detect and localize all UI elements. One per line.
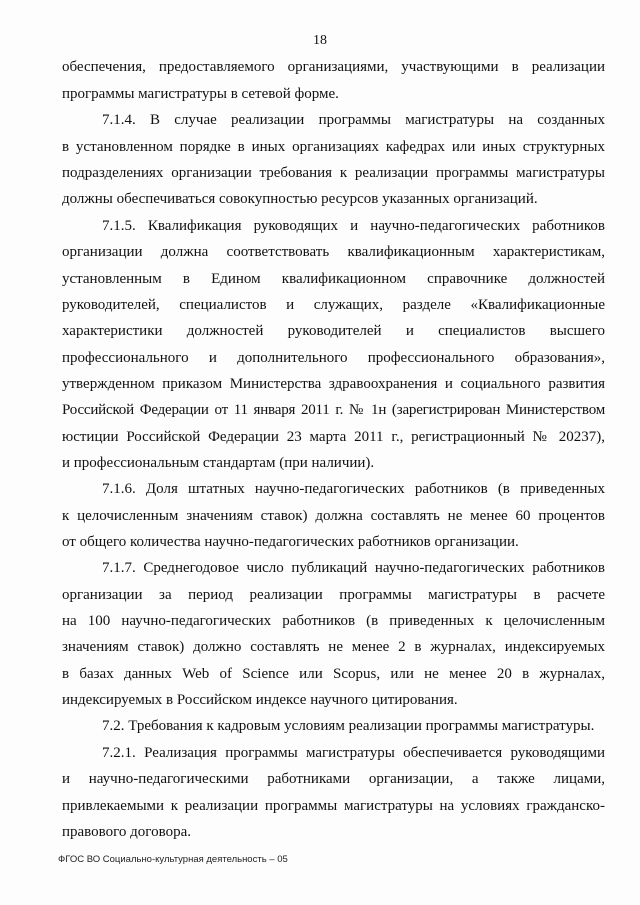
page-number: 18 xyxy=(313,33,327,48)
text-line: на 100 научно-педагогических работников (в приведенных к целочисленным xyxy=(62,613,605,629)
text-line: в базах данных Web of Science или Scopus, или не менее 20 в журналах, xyxy=(62,666,605,682)
text-line: привлекаемыми к реализации программы магистратуры на условиях гражданско- xyxy=(62,798,605,814)
text-line: и научно-педагогическими работниками организации, а также лицами, xyxy=(62,771,605,787)
text-line: в установленном порядке в иных организациях кафедрах или иных структурных xyxy=(62,139,605,155)
text-line: организации должна соответствовать квалификационным характеристикам, xyxy=(62,244,605,260)
text-line: характеристики должностей руководителей и специалистов высшего xyxy=(62,323,605,339)
text-line: утвержденном приказом Министерства здравоохранения и социального развития xyxy=(62,376,605,392)
text-line: Российской Федерации от 11 января 2011 г. № 1н (зарегистрирован Министерством xyxy=(62,402,605,418)
text-line: подразделениях организации требования к реализации программы магистратуры xyxy=(62,165,605,181)
text-line: профессионального и дополнительного профессионального образования», xyxy=(62,350,605,366)
text-line: 7.1.6. Доля штатных научно-педагогических работников (в приведенных xyxy=(102,481,605,497)
text-line: 7.1.5. Квалификация руководящих и научно-педагогических работников xyxy=(102,218,605,234)
text-line: программы магистратуры в сетевой форме. xyxy=(62,86,339,102)
text-line: 7.1.7. Среднегодовое число публикаций научно-педагогических работников xyxy=(102,560,605,576)
text-line: 7.2.1. Реализация программы магистратуры обеспечивается руководящими xyxy=(102,745,605,761)
text-line: 7.1.4. В случае реализации программы магистратуры на созданных xyxy=(102,112,605,128)
text-line: индексируемых в Российском индексе научного цитирования. xyxy=(62,692,458,708)
text-line: и профессиональным стандартам (при наличии). xyxy=(62,455,375,471)
text-line: правового договора. xyxy=(62,824,191,840)
text-line: значениям ставок) должно составлять не менее 2 в журналах, индексируемых xyxy=(62,639,605,655)
text-line: должны обеспечиваться совокупностью ресурсов указанных организаций. xyxy=(62,191,538,207)
text-line: к целочисленным значениям ставок) должна составлять не менее 60 процентов xyxy=(62,508,605,524)
text-line: юстиции Российской Федерации 23 марта 2011 г., регистрационный № 20237), xyxy=(62,429,605,445)
document-footer: ФГОС ВО Социально-культурная деятельность – 05 xyxy=(58,854,288,865)
text-line: руководителей, специалистов и служащих, разделе «Квалификационные xyxy=(62,297,605,313)
text-line: 7.2. Требования к кадровым условиям реализации программы магистратуры. xyxy=(102,718,595,734)
text-line: организации за период реализации программы магистратуры в расчете xyxy=(62,587,605,603)
text-line: установленным в Едином квалификационном справочнике должностей xyxy=(62,271,605,287)
text-line: обеспечения, предоставляемого организациями, участвующими в реализации xyxy=(62,59,605,75)
text-line: от общего количества научно-педагогических работников организации. xyxy=(62,534,519,550)
